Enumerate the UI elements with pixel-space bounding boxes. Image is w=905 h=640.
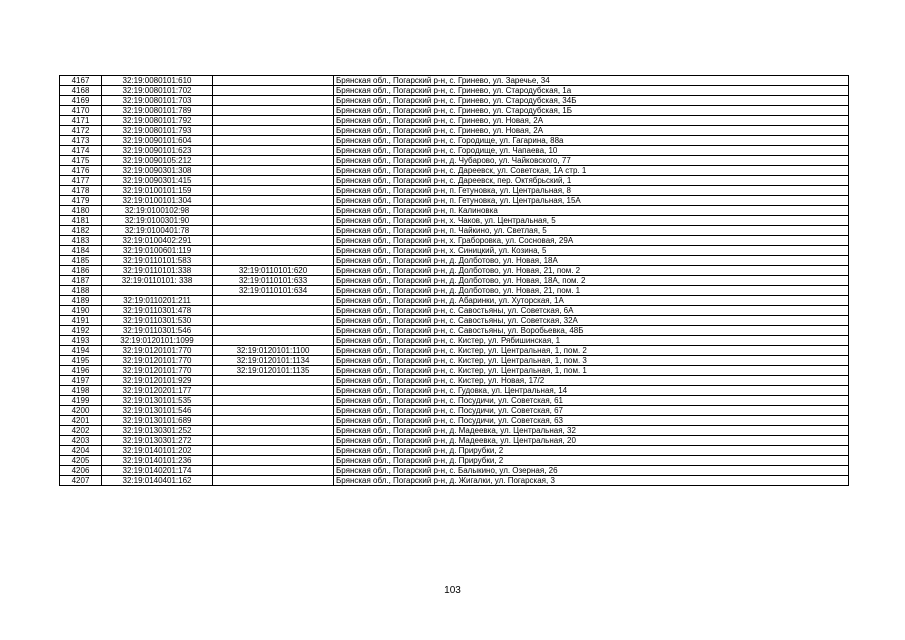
table-row — [60, 116, 849, 126]
address-cell: Брянская обл., Погарский р-н, д. Мадеевка, ул. Центральная, 32 — [334, 426, 849, 436]
address-cell: Брянская обл., Погарский р-н, д. Прирубки, 2 — [334, 456, 849, 466]
row-number-cell: 4188 — [60, 286, 102, 296]
row-number-cell: 4194 — [60, 346, 102, 356]
room-cadastral-number-cell — [213, 326, 334, 336]
address-cell: Брянская обл., Погарский р-н, с. Посудичи, ул. Советская, 61 — [334, 396, 849, 406]
row-number-cell: 4170 — [60, 106, 102, 116]
row-number-cell: 4186 — [60, 266, 102, 276]
row-number-cell: 4197 — [60, 376, 102, 386]
table-row — [60, 386, 849, 396]
table-row — [60, 346, 849, 356]
row-number-cell: 4178 — [60, 186, 102, 196]
cadastral-number-cell: 32:19:0120101:770 — [102, 356, 213, 366]
address-cell: Брянская обл., Погарский р-н, с. Гринево, ул. Заречье, 34 — [334, 76, 849, 86]
table-row — [60, 206, 849, 216]
address-cell: Брянская обл., Погарский р-н, с. Кистер, ул. Рябишинская, 1 — [334, 336, 849, 346]
cadastral-number-cell: 32:19:0080101:610 — [102, 76, 213, 86]
cadastral-number-cell: 32:19:0080101:793 — [102, 126, 213, 136]
cadastral-number-cell: 32:19:0110301:546 — [102, 326, 213, 336]
room-cadastral-number-cell — [213, 296, 334, 306]
cadastral-number-cell: 32:19:0130101:546 — [102, 406, 213, 416]
cadastral-number-cell: 32:19:0090101:623 — [102, 146, 213, 156]
address-cell: Брянская обл., Погарский р-н, д. Прирубки, 2 — [334, 446, 849, 456]
address-cell: Брянская обл., Погарский р-н, с. Дареевск, пер. Октябрьский, 1 — [334, 176, 849, 186]
room-cadastral-number-cell — [213, 416, 334, 426]
address-cell: Брянская обл., Погарский р-н, с. Городище, ул. Чапаева, 10 — [334, 146, 849, 156]
address-cell: Брянская обл., Погарский р-н, с. Кистер, ул. Центральная, 1, пом. 1 — [334, 366, 849, 376]
cadastral-number-cell: 32:19:0080101:703 — [102, 96, 213, 106]
row-number-cell: 4206 — [60, 466, 102, 476]
table-row — [60, 396, 849, 406]
room-cadastral-number-cell — [213, 156, 334, 166]
table-row — [60, 216, 849, 226]
cadastral-number-cell: 32:19:0080101:702 — [102, 86, 213, 96]
cadastral-number-cell: 32:19:0130301:272 — [102, 436, 213, 446]
room-cadastral-number-cell — [213, 116, 334, 126]
cadastral-number-cell: 32:19:0140101:202 — [102, 446, 213, 456]
cadastral-number-cell — [102, 286, 213, 296]
room-cadastral-number-cell — [213, 176, 334, 186]
room-cadastral-number-cell — [213, 196, 334, 206]
room-cadastral-number-cell — [213, 436, 334, 446]
room-cadastral-number-cell — [213, 76, 334, 86]
row-number-cell: 4182 — [60, 226, 102, 236]
cadastral-number-cell: 32:19:0130101:535 — [102, 396, 213, 406]
room-cadastral-number-cell — [213, 146, 334, 156]
table-row — [60, 326, 849, 336]
table-row — [60, 336, 849, 346]
row-number-cell: 4195 — [60, 356, 102, 366]
address-cell: Брянская обл., Погарский р-н, с. Балыкино, ул. Озерная, 26 — [334, 466, 849, 476]
cadastral-number-cell: 32:19:0100102:98 — [102, 206, 213, 216]
table-row — [60, 196, 849, 206]
row-number-cell: 4179 — [60, 196, 102, 206]
cadastral-number-cell: 32:19:0110301:478 — [102, 306, 213, 316]
room-cadastral-number-cell — [213, 376, 334, 386]
cadastral-number-cell: 32:19:0100101:159 — [102, 186, 213, 196]
table-row — [60, 96, 849, 106]
room-cadastral-number-cell — [213, 426, 334, 436]
table-row — [60, 156, 849, 166]
address-cell: Брянская обл., Погарский р-н, д. Долботово, ул. Новая, 21, пом. 1 — [334, 286, 849, 296]
address-cell: Брянская обл., Погарский р-н, с. Гудовка, ул. Центральная, 14 — [334, 386, 849, 396]
row-number-cell: 4190 — [60, 306, 102, 316]
table-row — [60, 476, 849, 486]
address-cell: Брянская обл., Погарский р-н, д. Долботово, ул. Новая, 18А — [334, 256, 849, 266]
address-cell: Брянская обл., Погарский р-н, д. Мадеевка, ул. Центральная, 20 — [334, 436, 849, 446]
cadastral-number-cell: 32:19:0140101:236 — [102, 456, 213, 466]
room-cadastral-number-cell — [213, 466, 334, 476]
address-cell: Брянская обл., Погарский р-н, с. Дареевск, ул. Советская, 1А стр. 1 — [334, 166, 849, 176]
cadastral-number-cell: 32:19:0100601:119 — [102, 246, 213, 256]
room-cadastral-number-cell — [213, 396, 334, 406]
room-cadastral-number-cell: 32:19:0120101:1134 — [213, 356, 334, 366]
row-number-cell: 4180 — [60, 206, 102, 216]
address-cell: Брянская обл., Погарский р-н, д. Долботово, ул. Новая, 18А, пом. 2 — [334, 276, 849, 286]
room-cadastral-number-cell — [213, 316, 334, 326]
row-number-cell: 4203 — [60, 436, 102, 446]
room-cadastral-number-cell — [213, 96, 334, 106]
cadastral-number-cell: 32:19:0100101:304 — [102, 196, 213, 206]
cadastral-number-cell: 32:19:0090105:212 — [102, 156, 213, 166]
address-cell: Брянская обл., Погарский р-н, с. Кистер, ул. Центральная, 1, пом. 3 — [334, 356, 849, 366]
row-number-cell: 4201 — [60, 416, 102, 426]
room-cadastral-number-cell — [213, 186, 334, 196]
cadastral-number-cell: 32:19:0090301:308 — [102, 166, 213, 176]
room-cadastral-number-cell — [213, 246, 334, 256]
table-row — [60, 176, 849, 186]
room-cadastral-number-cell — [213, 236, 334, 246]
address-cell: Брянская обл., Погарский р-н, х. Грабоpовка, ул. Сосновая, 29А — [334, 236, 849, 246]
table-row — [60, 276, 849, 286]
table-row — [60, 246, 849, 256]
table-row — [60, 466, 849, 476]
table-row — [60, 316, 849, 326]
row-number-cell: 4171 — [60, 116, 102, 126]
address-cell: Брянская обл., Погарский р-н, п. Гетуновка, ул. Центральная, 8 — [334, 186, 849, 196]
table-row — [60, 266, 849, 276]
table-row — [60, 416, 849, 426]
row-number-cell: 4200 — [60, 406, 102, 416]
table-row — [60, 166, 849, 176]
address-cell: Брянская обл., Погарский р-н, х. Синицкий, ул. Козина, 5 — [334, 246, 849, 256]
row-number-cell: 4172 — [60, 126, 102, 136]
room-cadastral-number-cell — [213, 256, 334, 266]
address-cell: Брянская обл., Погарский р-н, с. Кистер, ул. Центральная, 1, пом. 2 — [334, 346, 849, 356]
room-cadastral-number-cell — [213, 306, 334, 316]
address-cell: Брянская обл., Погарский р-н, п. Калиновка — [334, 206, 849, 216]
room-cadastral-number-cell: 32:19:0120101:1100 — [213, 346, 334, 356]
cadastral-number-cell: 32:19:0110101: 338 — [102, 276, 213, 286]
row-number-cell: 4193 — [60, 336, 102, 346]
address-cell: Брянская обл., Погарский р-н, х. Чаков, ул. Центральная, 5 — [334, 216, 849, 226]
table-row — [60, 106, 849, 116]
cadastral-number-cell: 32:19:0110101:338 — [102, 266, 213, 276]
table-row — [60, 286, 849, 296]
cadastral-number-cell: 32:19:0120101:929 — [102, 376, 213, 386]
table-row — [60, 126, 849, 136]
table-row — [60, 256, 849, 266]
room-cadastral-number-cell — [213, 136, 334, 146]
table-row — [60, 426, 849, 436]
table-row — [60, 86, 849, 96]
address-cell: Брянская обл., Погарский р-н, с. Гринево, ул. Стародубская, 1Б — [334, 106, 849, 116]
address-cell: Брянская обл., Погарский р-н, д. Жигалки, ул. Погарская, 3 — [334, 476, 849, 486]
cadastral-number-cell: 32:19:0120101:770 — [102, 366, 213, 376]
row-number-cell: 4205 — [60, 456, 102, 466]
table-row — [60, 376, 849, 386]
table-row — [60, 406, 849, 416]
address-cell: Брянская обл., Погарский р-н, п. Чайкино, ул. Светлая, 5 — [334, 226, 849, 236]
address-cell: Брянская обл., Погарский р-н, п. Гетуновка, ул. Центральная, 15А — [334, 196, 849, 206]
row-number-cell: 4204 — [60, 446, 102, 456]
cadastral-number-cell: 32:19:0110101:583 — [102, 256, 213, 266]
table-row — [60, 436, 849, 446]
room-cadastral-number-cell — [213, 406, 334, 416]
room-cadastral-number-cell: 32:19:0120101:1135 — [213, 366, 334, 376]
cadastral-number-cell: 32:19:0130101:689 — [102, 416, 213, 426]
cadastral-number-cell: 32:19:0100402:291 — [102, 236, 213, 246]
address-cell: Брянская обл., Погарский р-н, с. Городище, ул. Гагарина, 88а — [334, 136, 849, 146]
cadastral-number-cell: 32:19:0120101:770 — [102, 346, 213, 356]
cadastral-number-cell: 32:19:0120101:1099 — [102, 336, 213, 346]
room-cadastral-number-cell: 32:19:0110101:633 — [213, 276, 334, 286]
address-cell: Брянская обл., Погарский р-н, с. Посудичи, ул. Советская, 63 — [334, 416, 849, 426]
row-number-cell: 4168 — [60, 86, 102, 96]
table-row — [60, 356, 849, 366]
table-row — [60, 76, 849, 86]
cadastral-number-cell: 32:19:0140401:162 — [102, 476, 213, 486]
cadastral-number-cell: 32:19:0140201:174 — [102, 466, 213, 476]
room-cadastral-number-cell — [213, 336, 334, 346]
room-cadastral-number-cell — [213, 226, 334, 236]
cadastral-number-cell: 32:19:0130301:252 — [102, 426, 213, 436]
row-number-cell: 4185 — [60, 256, 102, 266]
address-cell: Брянская обл., Погарский р-н, с. Посудичи, ул. Советская, 67 — [334, 406, 849, 416]
row-number-cell: 4184 — [60, 246, 102, 256]
room-cadastral-number-cell — [213, 106, 334, 116]
address-cell: Брянская обл., Погарский р-н, с. Савостьяны, ул. Советская, 6А — [334, 306, 849, 316]
cadastral-number-cell: 32:19:0110301:530 — [102, 316, 213, 326]
row-number-cell: 4207 — [60, 476, 102, 486]
page-number: 103 — [444, 585, 461, 596]
room-cadastral-number-cell — [213, 86, 334, 96]
table-row — [60, 226, 849, 236]
address-cell: Брянская обл., Погарский р-н, с. Савостьяны, ул. Советская, 32А — [334, 316, 849, 326]
room-cadastral-number-cell — [213, 386, 334, 396]
row-number-cell: 4169 — [60, 96, 102, 106]
row-number-cell: 4196 — [60, 366, 102, 376]
row-number-cell: 4181 — [60, 216, 102, 226]
table-row — [60, 136, 849, 146]
room-cadastral-number-cell — [213, 216, 334, 226]
address-cell: Брянская обл., Погарский р-н, с. Гринево, ул. Новая, 2А — [334, 126, 849, 136]
table-row — [60, 366, 849, 376]
row-number-cell: 4167 — [60, 76, 102, 86]
registry-table-body — [60, 76, 849, 486]
row-number-cell: 4175 — [60, 156, 102, 166]
address-cell: Брянская обл., Погарский р-н, д. Абаринки, ул. Хуторская, 1А — [334, 296, 849, 306]
room-cadastral-number-cell — [213, 476, 334, 486]
address-cell: Брянская обл., Погарский р-н, д. Чубарово, ул. Чайковского, 77 — [334, 156, 849, 166]
address-cell: Брянская обл., Погарский р-н, с. Гринево, ул. Новая, 2А — [334, 116, 849, 126]
row-number-cell: 4187 — [60, 276, 102, 286]
row-number-cell: 4183 — [60, 236, 102, 246]
row-number-cell: 4199 — [60, 396, 102, 406]
row-number-cell: 4177 — [60, 176, 102, 186]
row-number-cell: 4202 — [60, 426, 102, 436]
table-row — [60, 236, 849, 246]
registry-table — [59, 75, 849, 486]
cadastral-number-cell: 32:19:0090301:415 — [102, 176, 213, 186]
table-row — [60, 306, 849, 316]
room-cadastral-number-cell — [213, 126, 334, 136]
cadastral-number-cell: 32:19:0110201:211 — [102, 296, 213, 306]
address-cell: Брянская обл., Погарский р-н, с. Кистер, ул. Новая, 17/2 — [334, 376, 849, 386]
address-cell: Брянская обл., Погарский р-н, с. Гринево, ул. Стародубская, 1а — [334, 86, 849, 96]
cadastral-number-cell: 32:19:0120201:177 — [102, 386, 213, 396]
room-cadastral-number-cell: 32:19:0110101:620 — [213, 266, 334, 276]
row-number-cell: 4173 — [60, 136, 102, 146]
room-cadastral-number-cell: 32:19:0110101:634 — [213, 286, 334, 296]
address-cell: Брянская обл., Погарский р-н, д. Долботово, ул. Новая, 21, пом. 2 — [334, 266, 849, 276]
row-number-cell: 4191 — [60, 316, 102, 326]
table-row — [60, 296, 849, 306]
table-row — [60, 446, 849, 456]
row-number-cell: 4174 — [60, 146, 102, 156]
cadastral-number-cell: 32:19:0080101:792 — [102, 116, 213, 126]
table-row — [60, 186, 849, 196]
room-cadastral-number-cell — [213, 166, 334, 176]
cadastral-number-cell: 32:19:0100301:90 — [102, 216, 213, 226]
room-cadastral-number-cell — [213, 206, 334, 216]
row-number-cell: 4176 — [60, 166, 102, 176]
address-cell: Брянская обл., Погарский р-н, с. Савостьяны, ул. Воробьевка, 48Б — [334, 326, 849, 336]
cadastral-number-cell: 32:19:0080101:789 — [102, 106, 213, 116]
cadastral-number-cell: 32:19:0100401:78 — [102, 226, 213, 236]
row-number-cell: 4189 — [60, 296, 102, 306]
row-number-cell: 4198 — [60, 386, 102, 396]
address-cell: Брянская обл., Погарский р-н, с. Гринево, ул. Стародубская, 34Б — [334, 96, 849, 106]
room-cadastral-number-cell — [213, 456, 334, 466]
table-row — [60, 456, 849, 466]
table-row — [60, 146, 849, 156]
cadastral-number-cell: 32:19:0090101:604 — [102, 136, 213, 146]
room-cadastral-number-cell — [213, 446, 334, 456]
row-number-cell: 4192 — [60, 326, 102, 336]
